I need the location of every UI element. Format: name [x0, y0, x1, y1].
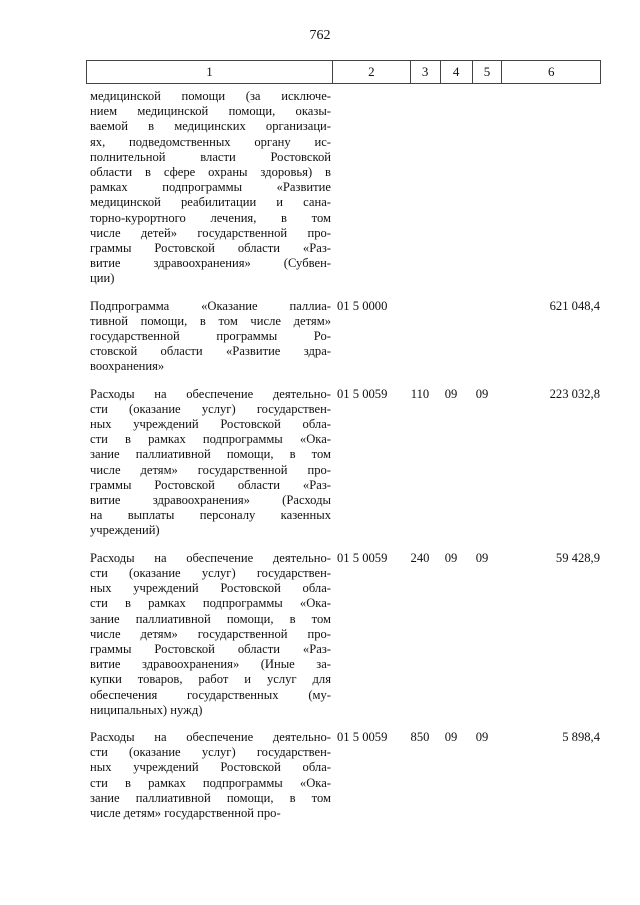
subsection: 09	[475, 386, 489, 401]
section: 09	[444, 386, 458, 401]
table-row	[90, 551, 600, 718]
description-line: числе детям» государственной про-	[90, 626, 331, 641]
description-line: ваемой в медицинских организаци-	[90, 119, 331, 134]
description-line: ных учреждений Ростовской обла-	[90, 760, 331, 775]
description-line: сти в рамках подпрограммы «Ока-	[90, 432, 331, 447]
amount: 223 032,8	[549, 386, 600, 401]
target-article-code: 01 5 0000	[337, 298, 388, 313]
amount: 5 898,4	[562, 729, 600, 744]
table-body	[90, 89, 600, 833]
description-line: сти (оказание услуг) государствен-	[90, 401, 331, 416]
description-line: граммы Ростовской области «Раз-	[90, 641, 331, 656]
description-line: медицинской помощи (за исключе-	[90, 89, 331, 103]
description-line: зание паллиативной помощи, в том	[90, 611, 331, 626]
description-line: числе детей» государственной про-	[90, 225, 331, 240]
table-row	[90, 299, 600, 375]
row-description	[90, 551, 331, 718]
row-description	[90, 89, 331, 287]
description-line: сти в рамках подпрограммы «Ока-	[90, 775, 331, 790]
description-line: стовской области «Развитие здра-	[90, 344, 331, 359]
description-line: ных учреждений Ростовской обла-	[90, 417, 331, 432]
description-line: витие здравоохранения» (Расходы	[90, 493, 331, 508]
section: 09	[444, 550, 458, 565]
description-line: рамках подпрограммы «Развитие	[90, 180, 331, 195]
description-line: сти в рамках подпрограммы «Ока-	[90, 596, 331, 611]
description-line: медицинской реабилитации и сана-	[90, 195, 331, 210]
target-article-code: 01 5 0059	[337, 550, 388, 565]
description-line: витие здравоохранения» (Субвен-	[90, 256, 331, 271]
column-header-3: 3	[410, 61, 440, 83]
description-line: витие здравоохранения» (Иные за-	[90, 657, 331, 672]
target-article-code: 01 5 0059	[337, 386, 388, 401]
description-line: сти (оказание услуг) государствен-	[90, 745, 331, 760]
description-line: государственной программы Ро-	[90, 329, 331, 344]
column-header-2: 2	[332, 61, 410, 83]
description-line: ных учреждений Ростовской обла-	[90, 581, 331, 596]
column-header-1: 1	[206, 64, 213, 79]
description-line: обеспечения государственных (му-	[90, 687, 331, 702]
expense-type: 850	[410, 729, 430, 744]
column-header-4: 4	[440, 61, 472, 83]
description-line: купки товаров, работ и услуг для	[90, 672, 331, 687]
description-line: Расходы на обеспечение деятельно-	[90, 550, 331, 565]
amount: 59 428,9	[555, 550, 600, 565]
description-line: зание паллиативной помощи, в том	[90, 447, 331, 462]
row-description	[90, 730, 331, 821]
description-line: на выплаты персоналу казенных	[90, 508, 331, 523]
description-line: зание паллиативной помощи, в том	[90, 790, 331, 805]
description-line: ниципальных) нужд)	[90, 702, 203, 717]
description-line: воохранения»	[90, 359, 165, 374]
table-header	[86, 60, 601, 84]
description-line: ции)	[90, 271, 115, 286]
description-line: Расходы на обеспечение деятельно-	[90, 729, 331, 744]
table-row	[90, 89, 600, 287]
description-line: тивной помощи, в том числе детям»	[90, 313, 331, 328]
description-line: Расходы на обеспечение деятельно-	[90, 386, 331, 401]
description-line: Подпрограмма «Оказание паллиа-	[90, 298, 331, 313]
column-header-5: 5	[472, 61, 502, 83]
row-description	[90, 299, 331, 375]
table-row	[90, 387, 600, 539]
row-description	[90, 387, 331, 539]
description-line: граммы Ростовской области «Раз-	[90, 477, 331, 492]
table-row	[90, 730, 600, 821]
description-line: числе детям» государственной про-	[90, 805, 281, 820]
column-header-6: 6	[501, 61, 600, 83]
subsection: 09	[475, 550, 489, 565]
description-line: нием медицинской помощи, оказы-	[90, 104, 331, 119]
description-line: учреждений)	[90, 523, 160, 538]
description-line: сти (оказание услуг) государствен-	[90, 565, 331, 580]
description-line: числе детям» государственной про-	[90, 462, 331, 477]
page-number: 762	[309, 28, 331, 43]
expense-type: 240	[410, 550, 430, 565]
description-line: ях, подведомственных органу ис-	[90, 134, 331, 149]
description-line: граммы Ростовской области «Раз-	[90, 241, 331, 256]
expense-type: 110	[410, 386, 430, 401]
description-line: полнительной власти Ростовской	[90, 149, 331, 164]
section: 09	[444, 729, 458, 744]
amount: 621 048,4	[549, 298, 600, 313]
description-line: области в сфере охраны здоровья) в	[90, 165, 331, 180]
target-article-code: 01 5 0059	[337, 729, 388, 744]
description-line: торно-курортного лечения, в том	[90, 210, 331, 225]
subsection: 09	[475, 729, 489, 744]
